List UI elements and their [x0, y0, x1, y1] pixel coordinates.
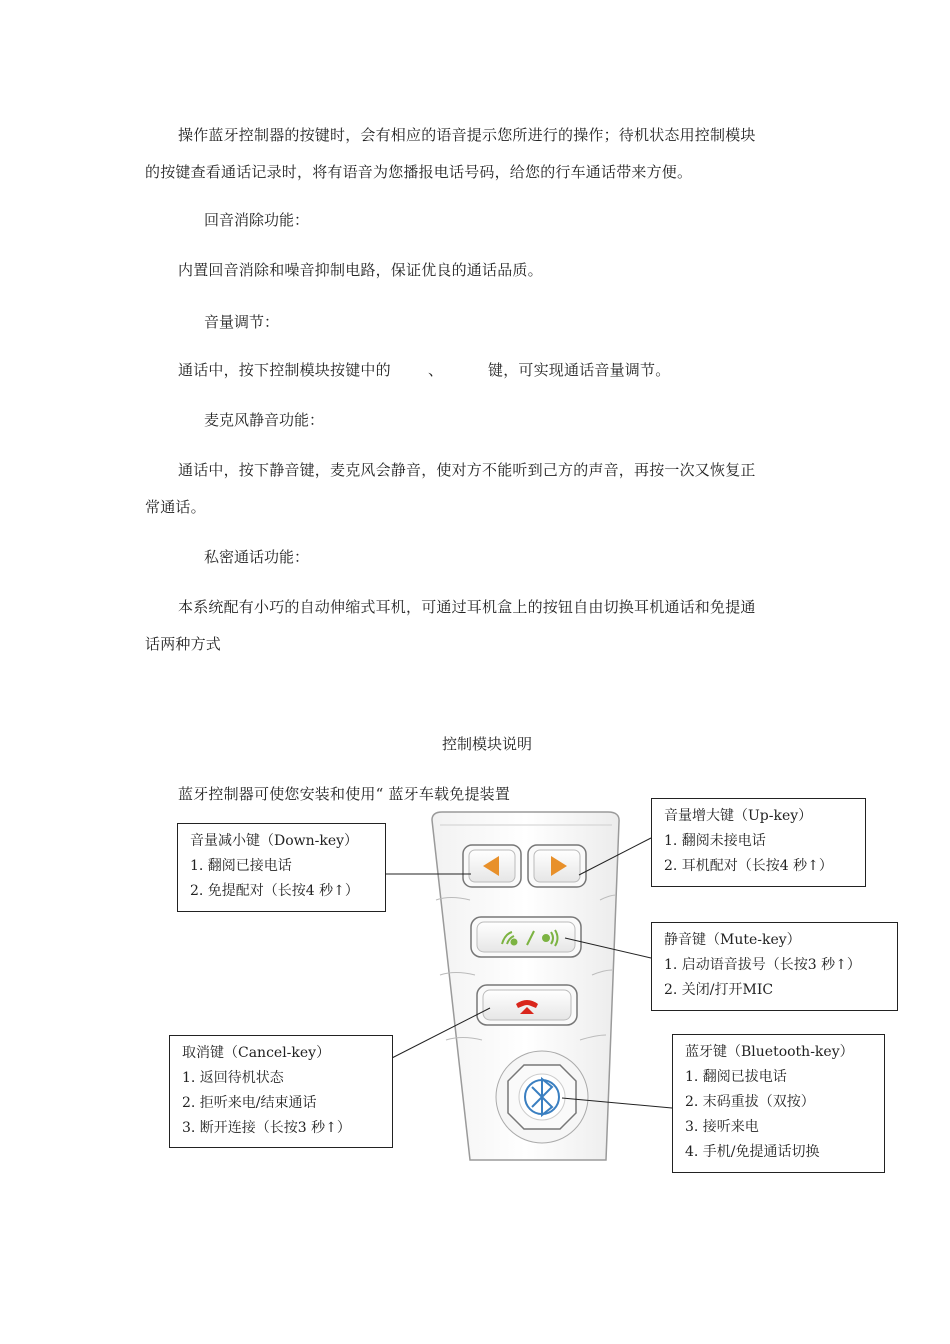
callout-item: 1. 翻阅已拔电话	[685, 1069, 787, 1085]
paragraph-line: 的按键查看通话记录时，将有语音为您播报电话号码，给您的行车通话带来方便。	[145, 163, 693, 181]
bluetooth-key-button	[496, 1051, 588, 1143]
callout-item: 2. 拒听来电/结束通话	[182, 1095, 317, 1111]
paragraph-volume-b: 键，可实现通话音量调节。	[488, 361, 671, 379]
callout-item: 1. 返回待机状态	[182, 1070, 284, 1086]
down-key-callout	[177, 823, 386, 912]
down-key-button	[463, 845, 521, 887]
callout-item: 3. 断开连接（长按3 秒↑）	[182, 1120, 351, 1136]
callout-item: 2. 关闭/打开MIC	[664, 982, 774, 998]
heading-private-call: 私密通话功能：	[204, 548, 310, 566]
paragraph-volume-separator: 、	[428, 361, 444, 379]
callout-item: 2. 耳机配对（长按4 秒↑）	[664, 858, 833, 874]
cancel-key-button	[477, 985, 577, 1025]
bluetooth-key-callout	[672, 1034, 885, 1173]
callout-title: 音量增大键（Up-key）	[664, 808, 813, 824]
callout-title: 音量减小键（Down-key）	[190, 833, 359, 849]
mute-key-callout	[651, 922, 898, 1011]
paragraph-echo-cancel: 内置回音消除和噪音抑制电路，保证优良的通话品质。	[178, 261, 543, 279]
intro-text: 蓝牙控制器可使您安装和使用“ 蓝牙车载免提装置	[178, 785, 511, 803]
up-key-callout	[651, 798, 866, 887]
callout-title: 静音键（Mute-key）	[664, 932, 801, 948]
callout-item: 1. 启动语音拔号（长按3 秒↑）	[664, 957, 861, 973]
paragraph-line: 话两种方式	[145, 635, 222, 653]
up-key-button	[528, 845, 586, 887]
callout-item: 1. 翻阅已接电话	[190, 858, 292, 874]
paragraph-volume-a: 通话中，按下控制模块按键中的	[178, 361, 391, 379]
callout-item: 2. 免提配对（长按4 秒↑）	[190, 883, 359, 899]
callout-item: 4. 手机/免提通话切换	[685, 1144, 820, 1160]
callout-title: 取消键（Cancel-key）	[182, 1045, 331, 1061]
paragraph-line: 通话中，按下静音键，麦克风会静音，使对方不能听到己方的声音，再按一次又恢复正	[178, 461, 756, 479]
callout-title: 蓝牙键（Bluetooth-key）	[685, 1044, 854, 1060]
callout-item: 1. 翻阅未接电话	[664, 833, 766, 849]
paragraph-line: 本系统配有小巧的自动伸缩式耳机，可通过耳机盒上的按钮自由切换耳机通话和免提通	[178, 598, 756, 616]
section-title: 控制模块说明	[442, 735, 533, 753]
heading-volume: 音量调节：	[204, 313, 280, 331]
paragraph-line: 操作蓝牙控制器的按键时，会有相应的语音提示您所进行的操作；待机状态用控制模块	[178, 126, 756, 144]
mute-key-button	[471, 917, 581, 957]
heading-echo-cancel: 回音消除功能：	[204, 211, 310, 229]
paragraph-line: 常通话。	[145, 498, 206, 516]
cancel-key-callout	[169, 1035, 393, 1148]
heading-mic-mute: 麦克风静音功能：	[204, 411, 325, 429]
callout-item: 2. 末码重拔（双按）	[685, 1094, 815, 1110]
callout-item: 3. 接听来电	[685, 1119, 759, 1135]
